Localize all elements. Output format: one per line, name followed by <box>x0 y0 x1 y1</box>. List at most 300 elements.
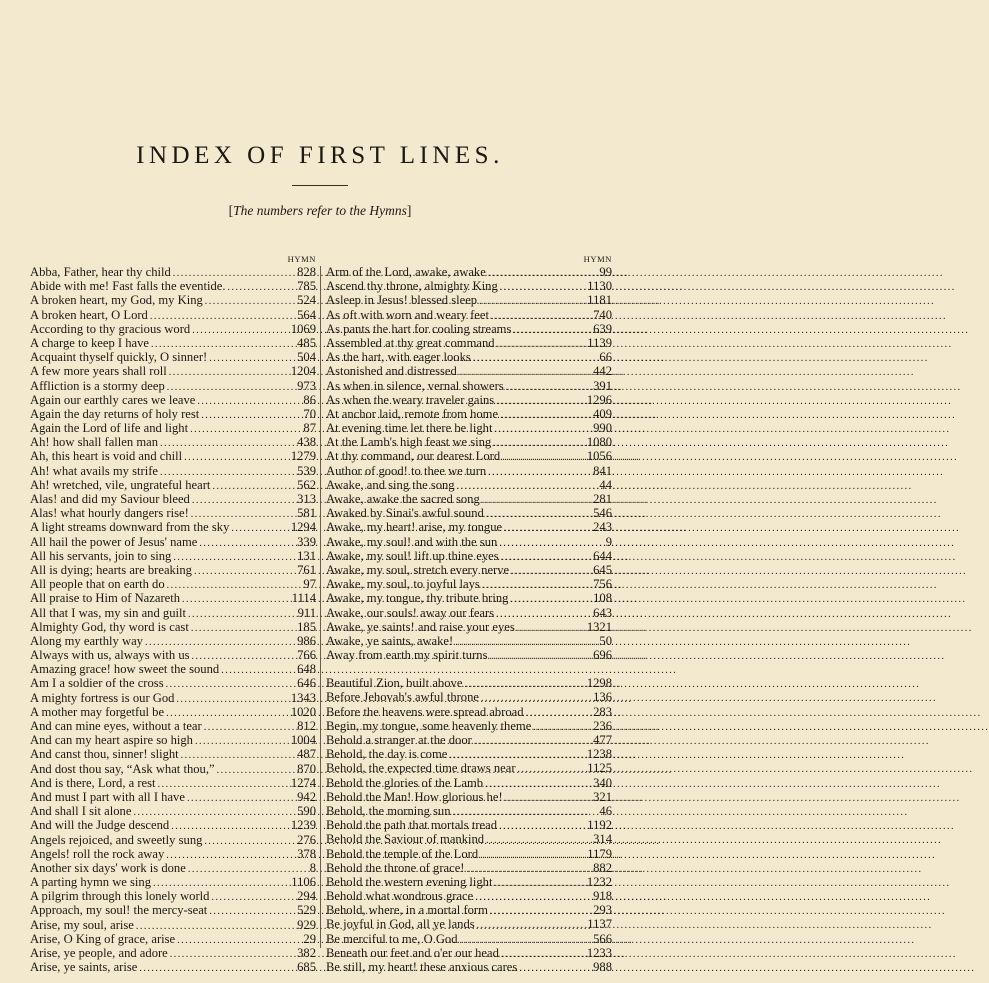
index-entry <box>30 776 316 790</box>
first-line-text: Begin, my tongue, some heavenly theme <box>326 718 532 733</box>
hymn-number: 44 <box>599 477 612 492</box>
first-line-text: A broken heart, O Lord <box>30 307 148 322</box>
dot-leader <box>226 281 295 295</box>
hymn-number: 1080 <box>586 435 612 450</box>
hymn-number: 1137 <box>587 917 612 932</box>
dot-leader <box>499 551 590 565</box>
hymn-number: 1056 <box>586 449 612 464</box>
index-entry <box>326 690 612 704</box>
index-entry <box>30 591 316 605</box>
first-line-text: Alas! and did my Saviour bleed <box>30 492 190 506</box>
hymn-number: 1238 <box>586 747 612 762</box>
index-entry <box>326 761 612 775</box>
first-line-text: As when in silence, vernal showers <box>326 378 504 393</box>
first-line-text: Before the heavens were spread abroad <box>326 704 524 719</box>
index-entry <box>30 549 316 563</box>
dot-leader <box>190 494 294 508</box>
first-line-text: Behold the Saviour of mankind <box>326 832 485 847</box>
hymn-number: 314 <box>593 832 612 847</box>
first-line-text: Arise, ye saints, arise <box>30 960 138 975</box>
first-line-text: Amazing grace! how sweet the sound <box>30 662 220 677</box>
hymn-number: 321 <box>593 789 612 804</box>
hymn-number: 990 <box>593 421 612 436</box>
first-line-text: Awake, my soul! lift up thine eyes <box>326 548 499 563</box>
index-entry <box>326 407 612 421</box>
index-entry <box>30 350 316 364</box>
first-line-text: At thy command, our dearest Lord <box>326 449 501 464</box>
dot-leader <box>203 295 294 309</box>
dot-leader <box>473 891 590 905</box>
first-line-text: Behold, the morning sun <box>326 803 451 818</box>
hymn-number: 648 <box>297 662 316 677</box>
hymn-number: 8 <box>309 860 316 875</box>
index-entry <box>30 861 316 875</box>
index-entry <box>326 322 612 336</box>
first-line-text: A pilgrim through this lonely world <box>30 889 210 904</box>
first-line-text: A light streams downward from the sky <box>30 520 230 535</box>
hymn-number: 46 <box>599 803 612 818</box>
hymn-number: 539 <box>297 463 316 478</box>
index-entry <box>326 832 612 846</box>
note-text: The numbers refer to the Hymns <box>233 203 407 218</box>
hymn-number: 562 <box>297 477 316 492</box>
first-line-text: And can mine eyes, without a tear <box>30 719 202 733</box>
first-line-text: All is dying; hearts are breaking <box>30 562 192 577</box>
dot-leader <box>175 934 300 948</box>
index-entry <box>30 379 316 393</box>
dot-leader <box>516 763 585 777</box>
first-line-text: And will the Judge descend <box>30 818 170 833</box>
index-entry <box>326 591 612 605</box>
page-title: INDEX OF FIRST LINES. <box>136 142 504 169</box>
dot-leader <box>517 962 590 976</box>
index-entry <box>30 393 316 407</box>
first-line-text: Astonished and distressed <box>326 364 457 379</box>
hymn-number: 1298 <box>586 676 612 691</box>
dot-leader <box>229 522 287 536</box>
hymn-number: 581 <box>297 506 316 521</box>
hymn-number: 1204 <box>290 364 316 379</box>
first-line-text: Awake, ye saints! and raise your eyes <box>326 619 515 634</box>
first-line-text: All hail the power of Jesus' name <box>30 534 198 549</box>
first-line-text: Awake, awake the sacred song <box>326 492 480 506</box>
first-line-text: And can my heart aspire so high <box>30 733 193 748</box>
first-line-text: And shall I sit alone <box>30 804 132 819</box>
hymn-number: 644 <box>593 548 612 563</box>
hymn-number: 812 <box>297 719 316 733</box>
dot-leader <box>190 324 288 338</box>
index-entry <box>326 705 612 719</box>
first-line-text: Behold the Man! How glorious he! <box>326 789 503 804</box>
first-line-text: Ah! how shall fallen man <box>30 435 159 450</box>
index-entry <box>326 634 612 648</box>
index-entry <box>326 492 612 506</box>
first-line-text: A broken heart, my God, my King <box>30 293 203 308</box>
hymn-number: 97 <box>303 577 316 592</box>
hymn-number: 828 <box>297 265 316 279</box>
first-line-text: Awake, my soul, to joyful lays <box>326 577 480 592</box>
right-column-header: HYMN <box>583 254 612 264</box>
numbering-note <box>0 203 640 219</box>
index-entry <box>326 364 612 378</box>
dot-leader <box>531 721 590 735</box>
first-line-text: Again the Lord of life and light <box>30 421 189 436</box>
dot-leader <box>174 693 287 707</box>
hymn-number: 988 <box>593 960 612 974</box>
dot-leader <box>494 395 584 409</box>
dot-leader <box>515 622 584 636</box>
index-entry <box>326 606 612 620</box>
first-line-text: As pants the hart for cooling streams <box>326 321 512 336</box>
dot-leader <box>472 735 590 749</box>
hymn-number: 66 <box>599 350 612 365</box>
first-line-text: Arise, my soul, arise <box>30 917 134 932</box>
dot-leader <box>487 650 590 664</box>
first-line-text: Awake, and sing the song <box>326 477 455 492</box>
index-entry <box>326 946 612 960</box>
index-entry <box>326 520 612 534</box>
first-line-text: Ascend thy throne, almighty King <box>326 279 498 294</box>
index-entry <box>326 776 612 790</box>
hymn-number: 29 <box>303 931 316 946</box>
index-entry <box>30 875 316 889</box>
first-line-text: And dost thou say, “Ask what thou,” <box>30 761 215 776</box>
index-entry <box>326 563 612 577</box>
column-divider <box>320 266 321 948</box>
first-line-text: Alas! what hourly dangers rise! <box>30 506 189 521</box>
first-line-text: A few more years shall roll <box>30 364 167 379</box>
first-line-text: Arise, ye people, and adore <box>30 946 168 960</box>
first-line-text: Again our earthly cares we leave <box>30 392 196 407</box>
hymn-number: 590 <box>297 804 316 819</box>
index-entry <box>30 520 316 534</box>
index-entry <box>30 577 316 591</box>
hymn-number: 1179 <box>587 846 612 861</box>
first-line-text: Behold the temple of the Lord <box>326 846 479 861</box>
dot-leader <box>480 494 590 508</box>
hymn-number: 740 <box>593 307 612 322</box>
dot-leader <box>182 451 288 465</box>
first-line-text: As oft with worn and weary feet <box>326 307 489 322</box>
index-entry <box>30 421 316 435</box>
dot-leader <box>524 707 591 721</box>
hymn-number: 1274 <box>290 775 316 790</box>
hymn-number: 761 <box>297 562 316 577</box>
index-entry <box>30 265 316 279</box>
index-entry <box>30 818 316 832</box>
dot-leader <box>186 608 295 622</box>
hymn-number: 50 <box>599 633 612 648</box>
dot-leader <box>462 678 583 692</box>
first-line-text: Acquaint thyself quickly, O sinner! <box>30 350 208 365</box>
hymn-number: 9 <box>605 534 612 549</box>
first-line-text: Awake, my soul, stretch every nerve <box>326 562 510 577</box>
first-line-text: As when the weary traveler gains <box>326 392 495 407</box>
index-entry <box>326 464 612 478</box>
hymn-number: 986 <box>297 633 316 648</box>
dot-leader <box>504 381 590 395</box>
title-rule <box>292 185 348 186</box>
first-line-text: Ah! what avails my strife <box>30 463 159 478</box>
dot-leader <box>511 324 590 338</box>
hymn-number: 86 <box>303 392 316 407</box>
index-entry <box>30 733 316 747</box>
hymn-number: 546 <box>593 506 612 521</box>
index-entry <box>30 676 316 690</box>
first-line-text: At evening time let there be light <box>326 421 493 436</box>
index-entry <box>30 903 316 917</box>
dot-leader <box>497 537 602 551</box>
index-entry <box>30 407 316 421</box>
index-entry <box>30 960 316 974</box>
index-entry <box>30 833 316 847</box>
index-entry <box>326 903 612 917</box>
hymn-number: 785 <box>297 279 316 294</box>
hymn-number: 1004 <box>290 733 316 748</box>
dot-leader <box>209 891 294 905</box>
dot-leader <box>197 537 294 551</box>
first-line-text: Angels! roll the rock away <box>30 846 165 861</box>
first-line-text: Behold, the expected time draws near <box>326 761 516 776</box>
dot-leader <box>471 352 597 366</box>
dot-leader <box>509 565 590 579</box>
first-line-text: Along my earthly way <box>30 633 143 648</box>
first-line-text: Be joyful in God, all ye lands <box>326 917 475 932</box>
index-entry <box>326 435 612 449</box>
hymn-number: 1020 <box>290 704 316 719</box>
hymn-number: 276 <box>297 832 316 847</box>
hymn-number: 766 <box>297 648 316 663</box>
dot-leader <box>199 409 300 423</box>
index-entry <box>30 946 316 960</box>
first-line-text: Behold what wondrous grace <box>326 889 474 904</box>
dot-leader <box>486 466 590 480</box>
index-entry <box>326 847 612 861</box>
first-line-text: Behold the path that mortals tread <box>326 818 498 833</box>
hymn-number: 1343 <box>290 690 316 705</box>
index-entry <box>30 620 316 634</box>
first-line-text: A mighty fortress is our God <box>30 690 175 705</box>
first-line-text: Approach, my soul! the mercy-seat <box>30 903 208 918</box>
index-entry <box>326 676 612 690</box>
index-entry <box>30 662 316 676</box>
left-entry-list <box>30 265 316 974</box>
index-entry <box>30 804 316 818</box>
dot-leader <box>164 678 295 692</box>
index-entry <box>30 449 316 463</box>
first-line-text: At anchor laid, remote from home <box>326 406 499 421</box>
hymn-number: 108 <box>593 591 612 606</box>
hymn-number: 918 <box>593 889 612 904</box>
first-line-text: As the hart, with eager looks <box>326 350 471 365</box>
dot-leader <box>165 579 301 593</box>
index-entry <box>30 478 316 492</box>
dot-leader <box>207 905 294 919</box>
right-entry-list <box>326 265 612 974</box>
dot-leader <box>500 451 584 465</box>
first-line-text: A charge to keep I have <box>30 335 150 350</box>
index-entry <box>326 620 612 634</box>
index-entry <box>326 818 612 832</box>
index-entry <box>326 265 612 279</box>
first-line-text: Am I a soldier of the cross <box>30 676 164 691</box>
hymn-number: 1233 <box>586 945 612 960</box>
first-line-text: And must I part with all I have <box>30 789 185 804</box>
first-line-text: All his servants, join to sing <box>30 548 172 563</box>
hymn-number: 391 <box>593 378 612 393</box>
dot-leader <box>495 338 585 352</box>
first-line-text: All people that on earth do <box>30 577 165 592</box>
index-entry <box>30 336 316 350</box>
index-entry <box>326 506 612 520</box>
first-line-text: Behold, the day is come <box>326 747 448 762</box>
first-line-text: A mother may forgetful be <box>30 704 165 719</box>
first-line-text: A parting hymn we sing <box>30 875 152 890</box>
index-entry <box>326 889 612 903</box>
dot-leader <box>508 593 590 607</box>
first-line-text: Behold the glories of the Lamb <box>326 775 484 790</box>
index-entry <box>30 634 316 648</box>
dot-leader <box>180 593 289 607</box>
first-line-text: Always with us, always with us <box>30 648 190 663</box>
dot-leader <box>193 735 288 749</box>
index-entry <box>326 861 612 875</box>
hymn-number: 185 <box>297 619 316 634</box>
dot-leader <box>188 423 300 437</box>
index-entry <box>30 932 316 946</box>
hymn-number: 1232 <box>586 874 612 889</box>
index-entry <box>30 691 316 705</box>
hymn-number: 1321 <box>586 619 612 634</box>
first-line-text: Abide with me! Fast falls the eventide. <box>30 279 226 294</box>
hymn-number: 1069 <box>290 321 316 336</box>
hymn-number: 87 <box>303 421 316 436</box>
hymn-number: 639 <box>593 321 612 336</box>
index-entry <box>326 577 612 591</box>
dot-leader <box>503 792 590 806</box>
left-column-header: HYMN <box>287 254 316 264</box>
index-entry <box>326 449 612 463</box>
dot-leader <box>202 835 294 849</box>
index-entry <box>326 478 612 492</box>
dot-leader <box>168 948 294 962</box>
index-entry <box>326 917 612 931</box>
dot-leader <box>498 409 590 423</box>
first-line-text: Almighty God, thy word is cast <box>30 619 189 634</box>
dot-leader <box>478 849 584 863</box>
dot-leader <box>189 622 294 636</box>
hymn-number: 643 <box>593 605 612 620</box>
dot-leader <box>492 877 583 891</box>
first-line-text: Again the day returns of holy rest <box>30 406 200 421</box>
dot-leader <box>215 764 295 778</box>
index-entry <box>326 379 612 393</box>
dot-leader <box>484 834 590 848</box>
dot-leader <box>498 281 585 295</box>
index-entry <box>30 322 316 336</box>
first-line-text: Beneath our feet and o'er our head <box>326 945 499 960</box>
left-column <box>30 254 316 975</box>
index-entry <box>30 705 316 719</box>
hymn-number: 70 <box>303 406 316 421</box>
index-entry <box>30 719 316 733</box>
index-entry <box>326 719 612 733</box>
index-entry <box>326 308 612 322</box>
index-entry <box>30 918 316 932</box>
index-entry <box>30 847 316 861</box>
hymn-number: 438 <box>297 435 316 450</box>
hymn-number: 477 <box>593 733 612 747</box>
index-entry <box>30 535 316 549</box>
hymn-number: 409 <box>593 406 612 421</box>
hymn-number: 313 <box>297 492 316 506</box>
hymn-number: 645 <box>593 562 612 577</box>
hymn-number: 756 <box>593 577 612 592</box>
dot-leader <box>167 366 288 380</box>
right-column <box>326 254 612 974</box>
hymn-number: 646 <box>297 676 316 691</box>
note-bracket-open: [ <box>228 203 234 218</box>
dot-leader <box>195 395 300 409</box>
index-entry <box>326 421 612 435</box>
index-entry <box>30 464 316 478</box>
hymn-number: 566 <box>593 931 612 946</box>
hymn-number: 685 <box>297 960 316 975</box>
hymn-number: 504 <box>297 350 316 365</box>
hymn-number: 243 <box>593 520 612 535</box>
hymn-number: 1125 <box>587 761 612 776</box>
hymn-number: 1114 <box>291 591 316 606</box>
first-line-text: And is there, Lord, a rest <box>30 775 156 790</box>
first-line-text: Awake, my tongue, thy tribute bring <box>326 591 509 606</box>
index-entry <box>326 549 612 563</box>
hymn-number: 1106 <box>291 875 316 890</box>
hymn-number: 236 <box>593 718 612 733</box>
hymn-number: 293 <box>593 903 612 918</box>
hymn-number: 1279 <box>290 449 316 464</box>
hymn-number: 99 <box>599 265 612 279</box>
index-entry <box>326 790 612 804</box>
first-line-text: Arise, O King of grace, arise <box>30 931 176 946</box>
hymn-number: 340 <box>593 775 612 790</box>
first-line-text: Ah! wretched, vile, ungrateful heart <box>30 477 211 492</box>
first-line-text: Beautiful Zion, built above <box>326 676 463 691</box>
index-entry <box>30 790 316 804</box>
dot-leader <box>502 522 590 536</box>
dot-leader <box>219 664 294 678</box>
hymn-number: 696 <box>593 648 612 663</box>
note-bracket-close: ] <box>406 203 412 218</box>
index-entry <box>326 747 612 761</box>
dot-leader <box>185 792 294 806</box>
first-line-text: Awake, ye saints, awake! <box>326 633 454 648</box>
index-entry <box>326 393 612 407</box>
hymn-number: 841 <box>593 463 612 478</box>
hymn-number: 339 <box>297 534 316 549</box>
dot-leader <box>488 905 590 919</box>
first-line-text: And canst thou, sinner! slight <box>30 747 179 762</box>
first-line-text: Awaked by Sinai's awful sound <box>326 506 484 521</box>
hymn-number: 1139 <box>587 335 612 350</box>
index-entry <box>326 960 612 974</box>
hymn-number: 1192 <box>587 818 612 833</box>
dot-leader <box>202 721 294 735</box>
hymn-number: 1130 <box>587 279 612 294</box>
first-line-text: All praise to Him of Nazareth <box>30 591 181 606</box>
index-entry <box>326 279 612 293</box>
dot-leader <box>207 352 294 366</box>
dot-leader <box>210 480 294 494</box>
